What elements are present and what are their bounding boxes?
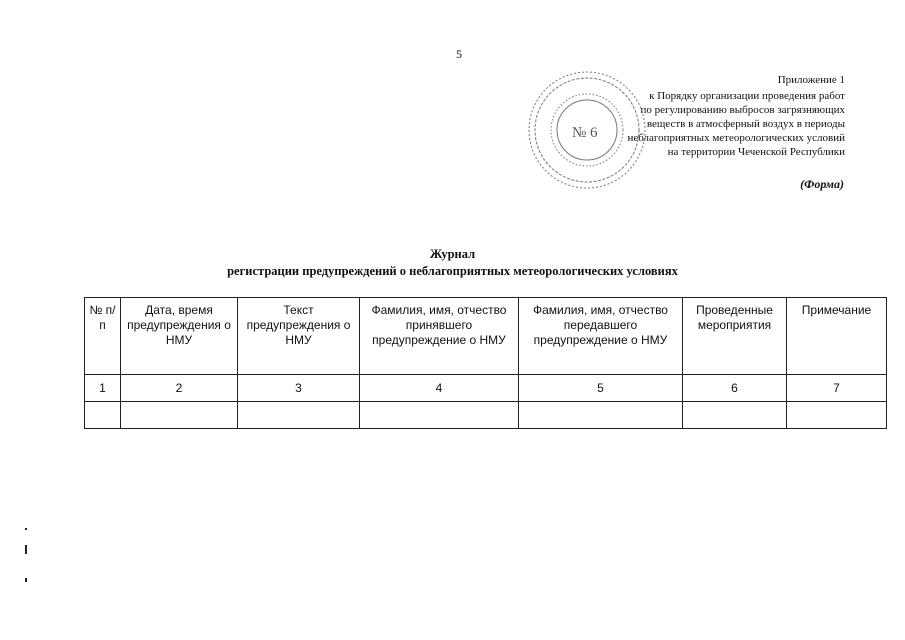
empty-cell <box>787 402 887 429</box>
appendix-line: на территории Чеченской Республики <box>667 146 845 158</box>
appendix-line: веществ в атмосферный воздух в периоды <box>646 118 845 130</box>
empty-cell <box>360 402 519 429</box>
appendix-line: к Порядку организации проведения работ <box>649 90 845 102</box>
table-header-row <box>85 298 887 375</box>
header-cell-receiver: Фамилия, имя, отчество принявшего предупреждение о НМУ <box>360 298 519 375</box>
page-number: 5 <box>456 47 462 61</box>
document-title-line1: Журнал <box>429 247 476 261</box>
number-cell: 2 <box>121 375 238 402</box>
header-cell-datetime: Дата, время предупреждения о НМУ <box>121 298 238 375</box>
document-title-line2: регистрации предупреждений о неблагоприятных метеорологических условиях <box>227 264 678 278</box>
appendix-block <box>515 73 845 159</box>
empty-cell <box>238 402 360 429</box>
header-cell-measures: Проведенные мероприятия <box>683 298 787 375</box>
number-cell: 6 <box>683 375 787 402</box>
number-cell: 3 <box>238 375 360 402</box>
empty-cell <box>683 402 787 429</box>
appendix-line: по регулированию выбросов загрязняющих <box>640 104 845 116</box>
empty-cell <box>519 402 683 429</box>
form-label: (Форма) <box>800 177 844 191</box>
header-cell-number: № п/п <box>85 298 121 375</box>
scan-mark <box>25 578 27 582</box>
scan-mark <box>25 545 27 554</box>
appendix-line: неблагоприятных метеорологических условий <box>627 132 845 144</box>
number-cell: 5 <box>519 375 683 402</box>
scan-mark <box>25 528 27 530</box>
appendix-title: Приложение 1 <box>777 74 845 86</box>
empty-cell <box>121 402 238 429</box>
stamp-number: № 6 <box>572 125 598 141</box>
header-cell-text: Текст предупреждения о НМУ <box>238 298 360 375</box>
number-cell: 1 <box>85 375 121 402</box>
table-number-row <box>85 375 887 402</box>
number-cell: 7 <box>787 375 887 402</box>
table-empty-row <box>85 402 887 429</box>
document-title <box>0 246 905 280</box>
header-cell-note: Примечание <box>787 298 887 375</box>
journal-table <box>84 297 887 429</box>
empty-cell <box>85 402 121 429</box>
number-cell: 4 <box>360 375 519 402</box>
header-cell-sender: Фамилия, имя, отчество передавшего предупреждение о НМУ <box>519 298 683 375</box>
